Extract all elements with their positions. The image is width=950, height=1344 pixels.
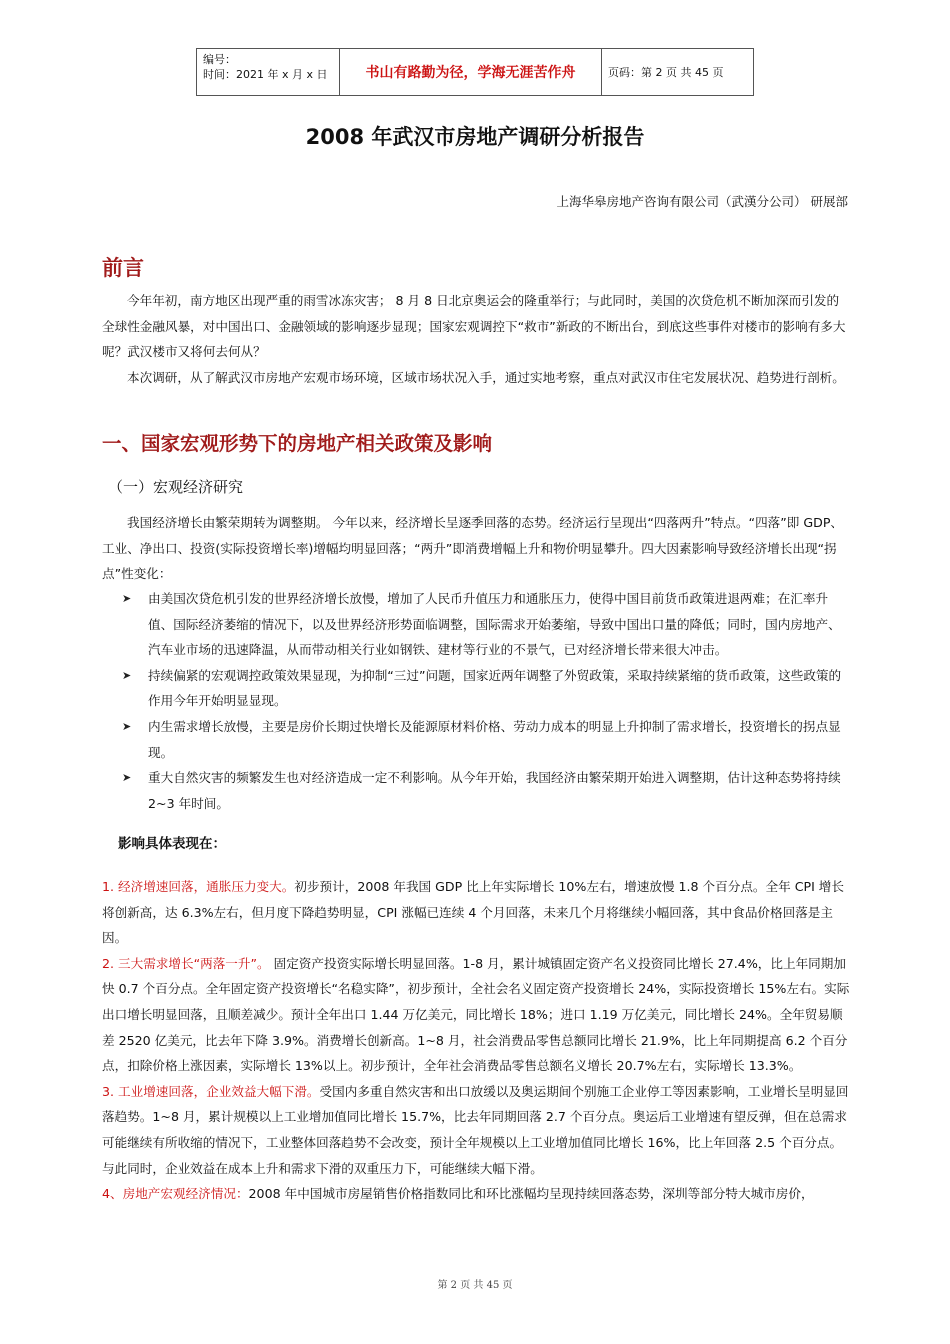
impact-item-head: 3. 工业增速回落，企业效益大幅下滑。 (102, 1083, 320, 1099)
header-motto: 书山有路勤为径，学海无涯苦作舟 (340, 49, 602, 95)
time-label: 时间：2021 年 x 月 x 日 (203, 68, 328, 81)
header-table (196, 48, 754, 96)
number-label: 编号： (203, 53, 236, 66)
preface-heading: 前言 (102, 256, 144, 280)
company-name: 上海华皋房地产咨询有限公司（武漢分公司） 研展部 (556, 194, 848, 209)
impact-item-head: 1. 经济增速回落，通胀压力变大。 (102, 879, 295, 894)
list-item-text: 持续偏紧的宏观调控政策效果显现，为抑制“三过”问题，国家近两年调整了外贸政策，采取持续紧缩的货币政策，这些政策的作用今年开始明显显现。 (148, 667, 842, 709)
chevron-right-icon: ➤ (122, 668, 132, 682)
factor-list (102, 586, 850, 816)
impact-item-head: 4、房地产宏观经济情况： (102, 1186, 249, 1202)
page-footer: 第 2 页 共 45 页 (437, 1280, 513, 1291)
impact-item (102, 1079, 852, 1181)
list-item-text: 由美国次贷危机引发的世界经济增长放慢，增加了人民币升值压力和通胀压力，使得中国目前货币政策进退两难；在汇率升值、国际经济萎缩的情况下，以及世界经济形势面临调整，国际需求开始萎缩，导致中国出口量的降低；同时，国内房地产、汽车业市场的迅速降温，从而带动相关行业如钢铁、建材等行业的不景气，已对经济增长带来很大冲击。 (148, 591, 841, 658)
impact-item-head: 2. 三大需求增长“两落一升”。 (102, 955, 270, 971)
impact-heading: 影响具体表现在： (118, 836, 226, 852)
impact-item (102, 874, 852, 951)
impact-item-body: 固定资产投资实际增长明显回落。1-8 月，累计城镇固定资产名义投资同比增长 27.4%，比上年同期加快 0.7 个百分点。全年固定资产投资增长“名稳实降”，初步预计，全社会名义固定资产投资增长 24%，实际投资增长 15%左右。实际出口增长明显回落，且顺差减少。预计全年出口 1.44 万亿美元，同比增长 18%；进口 1.19 万亿美元，同比增长 24%。全年贸易顺差 2520 亿美元，比去年下降 3.9%。消费增长创新高。1~8 月，社会消费品零售总额同比增长 21.9%，比上年同期提高 6.2 个百分点，扣除价格上涨因素，实际增长 13%以上。初步预计，全年社会消费品零售总额名义增长 20.7%左右，实际增长 13.3%。 (102, 955, 850, 1074)
chevron-right-icon: ➤ (122, 592, 132, 605)
header-info-cell (197, 49, 340, 95)
impact-item-body: 初步预计，2008 年我国 GDP 比上年实际增长 10%左右，增速放慢 1.8 个百分点。全年 CPI 增长将创新高，达 6.3%左右，但月度下降趋势明显，CPI 涨幅已连续 4 个月回落，未来几个月将继续小幅回落，其中食品价格回落是主因。 (102, 879, 844, 946)
impact-item-body: 2008 年中国城市房屋销售价格指数同比和环比涨幅均呈现持续回落态势，深圳等部分特大城市房价， (248, 1186, 814, 1202)
section-1-intro: 我国经济增长由繁荣期转为调整期。 今年以来，经济增长呈逐季回落的态势。经济运行呈现出“四落两升”特点。“四落”即 GDP、工业、净出口、投资(实际投资增长率)增幅均明显回落；“两升”即消费增幅上升和物价明显攀升。四大因素影响导致经济增长出现“拐点”性变化： (102, 515, 844, 582)
list-item (102, 663, 850, 714)
list-item-text: 内生需求增长放慢，主要是房价长期过快增长及能源原材料价格、劳动力成本的明显上升抑制了需求增长，投资增长的拐点显现。 (148, 718, 841, 760)
chevron-right-icon: ➤ (122, 719, 132, 733)
impact-item (102, 1181, 852, 1207)
impact-list (102, 874, 852, 1207)
header-page-label: 页码：第 2 页 共 45 页 (608, 66, 724, 79)
section-1-subheading: （一）宏观经济研究 (108, 478, 244, 496)
list-item-text: 重大自然灾害的频繁发生也对经济造成一定不利影响。从今年开始，我国经济由繁荣期开始进入调整期，估计这种态势将持续 2~3 年时间。 (148, 770, 841, 811)
list-item (102, 714, 850, 765)
chevron-right-icon: ➤ (122, 771, 132, 785)
preface-paragraph-1: 今年年初，南方地区出现严重的雨雪冰冻灾害； 8 月 8 日北京奥运会的隆重举行；与此同时，美国的次贷危机不断加深而引发的全球性金融风暴，对中国出口、金融领域的影响逐步显现；国家宏观调控下“救市”新政的不断出台，到底这些事件对楼市的影响有多大呢？武汉楼市又将何去何从？ (102, 293, 846, 360)
list-item (102, 765, 850, 816)
impact-item (102, 951, 852, 1079)
document-title: 2008 年武汉市房地产调研分析报告 (305, 125, 645, 149)
section-1-heading: 一、国家宏观形势下的房地产相关政策及影响 (102, 432, 493, 455)
list-item (102, 586, 850, 663)
preface-paragraph-2: 本次调研，从了解武汉市房地产宏观市场环境，区域市场状况入手，通过实地考察，重点对武汉市住宅发展状况、趋势进行剖析。 (127, 370, 845, 385)
impact-item-body: 受国内多重自然灾害和出口放缓以及奥运期间个别施工企业停工等因素影响，工业增长呈明显回落趋势。1~8 月，累计规模以上工业增加值同比增长 15.7%，比去年同期回落 2.7 个百分点。奥运后工业增速有望反弹，但在总需求可能继续有所收缩的情况下，工业整体回落趋势不会改变，预计全年规模以上工业增加值同比增长 16%，比上年回落 2.5 个百分点。与此同时，企业效益在成本上升和需求下滑的双重压力下，可能继续大幅下滑。 (102, 1083, 849, 1176)
